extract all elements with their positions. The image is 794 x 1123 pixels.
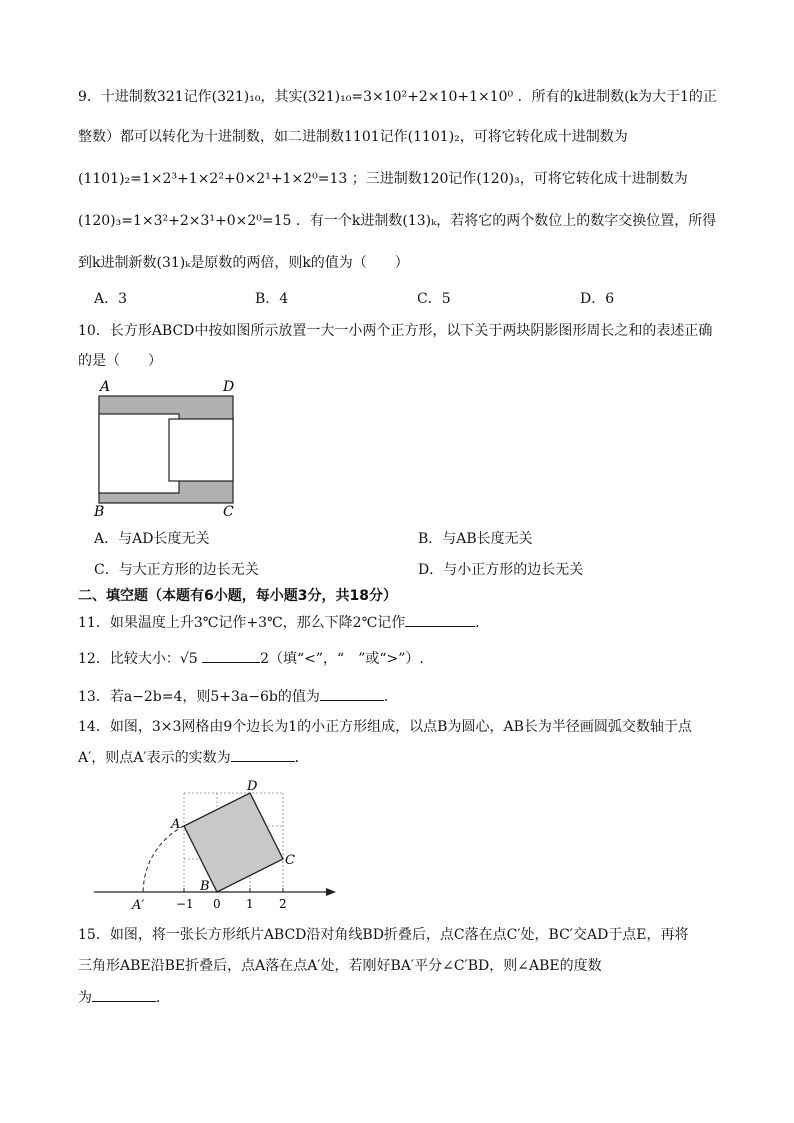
tick-1: 1 [246, 897, 254, 911]
q15-period: ． [156, 990, 170, 1006]
q14-blank [231, 747, 295, 762]
q13-blank [320, 686, 384, 701]
arrow-head [326, 888, 336, 896]
small-square [169, 419, 233, 481]
q10-option-b: B．与AB长度无关 [418, 531, 533, 547]
arc [143, 826, 184, 892]
q10-option-a: A．与AD长度无关 [94, 531, 210, 547]
q12 [78, 648, 424, 669]
tick-2: 2 [279, 897, 287, 911]
q11-blank [405, 612, 475, 627]
q14-line1: 14．如图，3×3网格由9个边长为1的小正方形组成，以点B为圆心，AB长为半径画圆弧交数轴于点 [78, 719, 692, 735]
q9-line5: 到k进制新数(31)ₖ是原数的两倍，则k的值为（ ） [78, 255, 409, 271]
label-b: B [94, 504, 105, 520]
q13-text: 13．若a−2b=4，则5+3a−6b的值为 [78, 689, 320, 705]
q12-blank [202, 648, 260, 663]
q9-option-a: A．3 [94, 291, 128, 307]
q10-option-c: C．与大正方形的边长无关 [94, 562, 259, 578]
label-c: C [285, 853, 295, 868]
q14-grid-figure [90, 776, 345, 912]
q14-line2 [78, 747, 309, 768]
q9-line4: (120)₃=1×3²+2×3¹+0×2⁰=15 ．有一个k进制数(13)ₖ，若将它的两个数位上的数字交换位置，所得 [78, 213, 717, 229]
q9-option-c: C．5 [417, 291, 451, 307]
q15-blank [92, 987, 156, 1002]
q14-line2-text: A′，则点A′表示的实数为 [78, 750, 231, 766]
q9-line3: (1101)₂=1×2³+1×2²+0×2¹+1×2⁰=13 ；三进制数120记作(120)₃，可将它转化成十进制数为 [78, 171, 688, 187]
label-d: D [247, 779, 258, 794]
q14-period: ． [294, 750, 309, 766]
q15-line3-text: 为 [78, 990, 92, 1006]
q11 [78, 612, 489, 633]
tick-minus1: −1 [176, 897, 194, 911]
label-b: B [200, 879, 210, 894]
q12-prefix: 12．比较大小：√5 [78, 651, 203, 667]
label-d: D [223, 379, 235, 395]
tick-0: 0 [213, 897, 221, 911]
q12-suffix: 2（填“<”，“ ”或“>”）. [260, 651, 424, 667]
q15-line1: 15．如图，将一张长方形纸片ABCD沿对角线BD折叠后，点C落在点C′处，BC′交AD于点E，再将 [78, 927, 689, 943]
q13-period: ． [383, 689, 398, 705]
big-square [99, 414, 179, 493]
q15-line2: 三角形ABE沿BE折叠后，点A落在点A′处，若刚好BA′平分∠C′BD，则∠ABE的度数 [78, 958, 602, 974]
label-a: A [100, 379, 111, 395]
q11-period: ． [475, 615, 490, 631]
q15-line3 [78, 987, 170, 1008]
label-c: C [223, 504, 234, 520]
q10-rectangle-figure [90, 376, 250, 521]
q11-text: 11．如果温度上升3℃记作+3℃，那么下降2℃记作 [78, 615, 406, 631]
q9-option-b: B．4 [255, 291, 289, 307]
shaded-square [184, 793, 283, 892]
section-title: 二、填空题（本题有6小题，每小题3分，共18分） [78, 588, 397, 604]
label-a-prime: A′ [132, 898, 145, 912]
q9-line2: 整数）都可以转化为十进制数，如二进制数1101记作(1101)₂，可将它转化成十进制数为 [78, 129, 628, 145]
label-a: A [171, 817, 181, 832]
q10-line2: 的是（ ） [78, 353, 162, 369]
q13 [78, 686, 398, 707]
q9-line1: 9．十进制数321记作(321)₁₀，其实(321)₁₀=3×10²+2×10+1×10⁰ ．所有的k进制数(k为大于1的正 [78, 89, 717, 105]
q9-option-d: D．6 [580, 291, 615, 307]
q10-line1: 10．长方形ABCD中按如图所示放置一大一小两个正方形，以下关于两块阴影图形周长之和的表述正确 [78, 323, 713, 339]
q10-option-d: D．与小正方形的边长无关 [418, 562, 584, 578]
